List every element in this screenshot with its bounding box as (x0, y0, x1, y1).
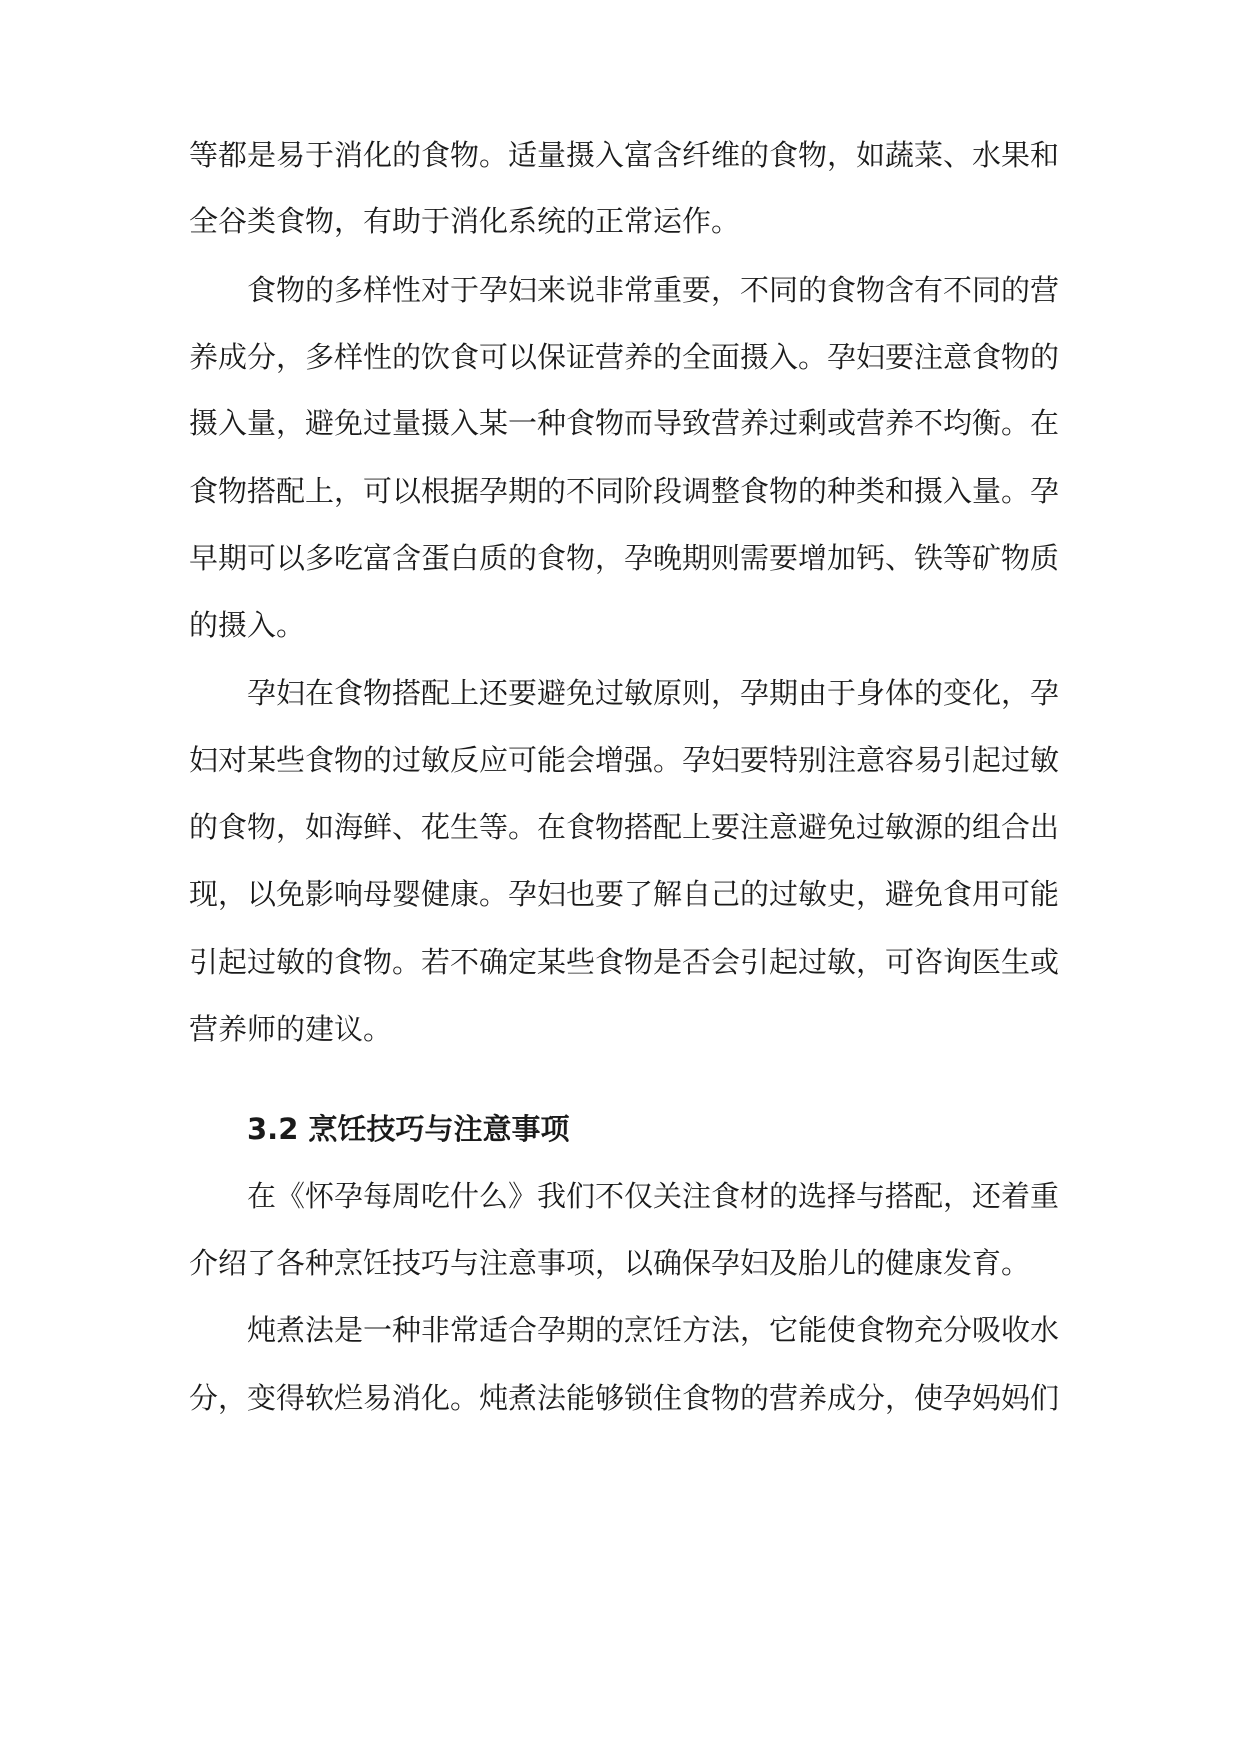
text-line: 食物搭配上，可以根据孕期的不同阶段调整食物的种类和摄入量。孕 (189, 474, 1060, 508)
section-heading: 3.2 烹饪技巧与注意事项 (247, 1112, 570, 1146)
text-line: 摄入量，避免过量摄入某一种食物而导致营养过剩或营养不均衡。在 (189, 406, 1060, 440)
text-line: 介绍了各种烹饪技巧与注意事项，以确保孕妇及胎儿的健康发育。 (189, 1246, 1031, 1280)
text-line: 妇对某些食物的过敏反应可能会增强。孕妇要特别注意容易引起过敏 (189, 743, 1060, 777)
text-line: 早期可以多吃富含蛋白质的食物，孕晚期则需要增加钙、铁等矿物质 (189, 541, 1060, 575)
text-line: 在《怀孕每周吃什么》我们不仅关注食材的选择与搭配，还着重 (247, 1179, 1060, 1213)
text-line: 孕妇在食物搭配上还要避免过敏原则，孕期由于身体的变化，孕 (247, 676, 1060, 710)
text-line: 现，以免影响母婴健康。孕妇也要了解自己的过敏史，避免食用可能 (189, 877, 1060, 911)
text-line: 营养师的建议。 (189, 1012, 393, 1046)
text-line: 的摄入。 (189, 608, 306, 642)
text-line: 养成分，多样性的饮食可以保证营养的全面摄入。孕妇要注意食物的 (189, 340, 1060, 374)
text-line: 炖煮法是一种非常适合孕期的烹饪方法，它能使食物充分吸收水 (247, 1313, 1060, 1347)
text-line: 引起过敏的食物。若不确定某些食物是否会引起过敏，可咨询医生或 (189, 945, 1060, 979)
text-line: 的食物，如海鲜、花生等。在食物搭配上要注意避免过敏源的组合出 (189, 810, 1060, 844)
text-line: 等都是易于消化的食物。适量摄入富含纤维的食物，如蔬菜、水果和 (189, 138, 1060, 172)
text-line: 全谷类食物，有助于消化系统的正常运作。 (189, 204, 741, 238)
text-line: 分，变得软烂易消化。炖煮法能够锁住食物的营养成分，使孕妈妈们 (189, 1381, 1060, 1415)
text-line: 食物的多样性对于孕妇来说非常重要，不同的食物含有不同的营 (247, 273, 1060, 307)
